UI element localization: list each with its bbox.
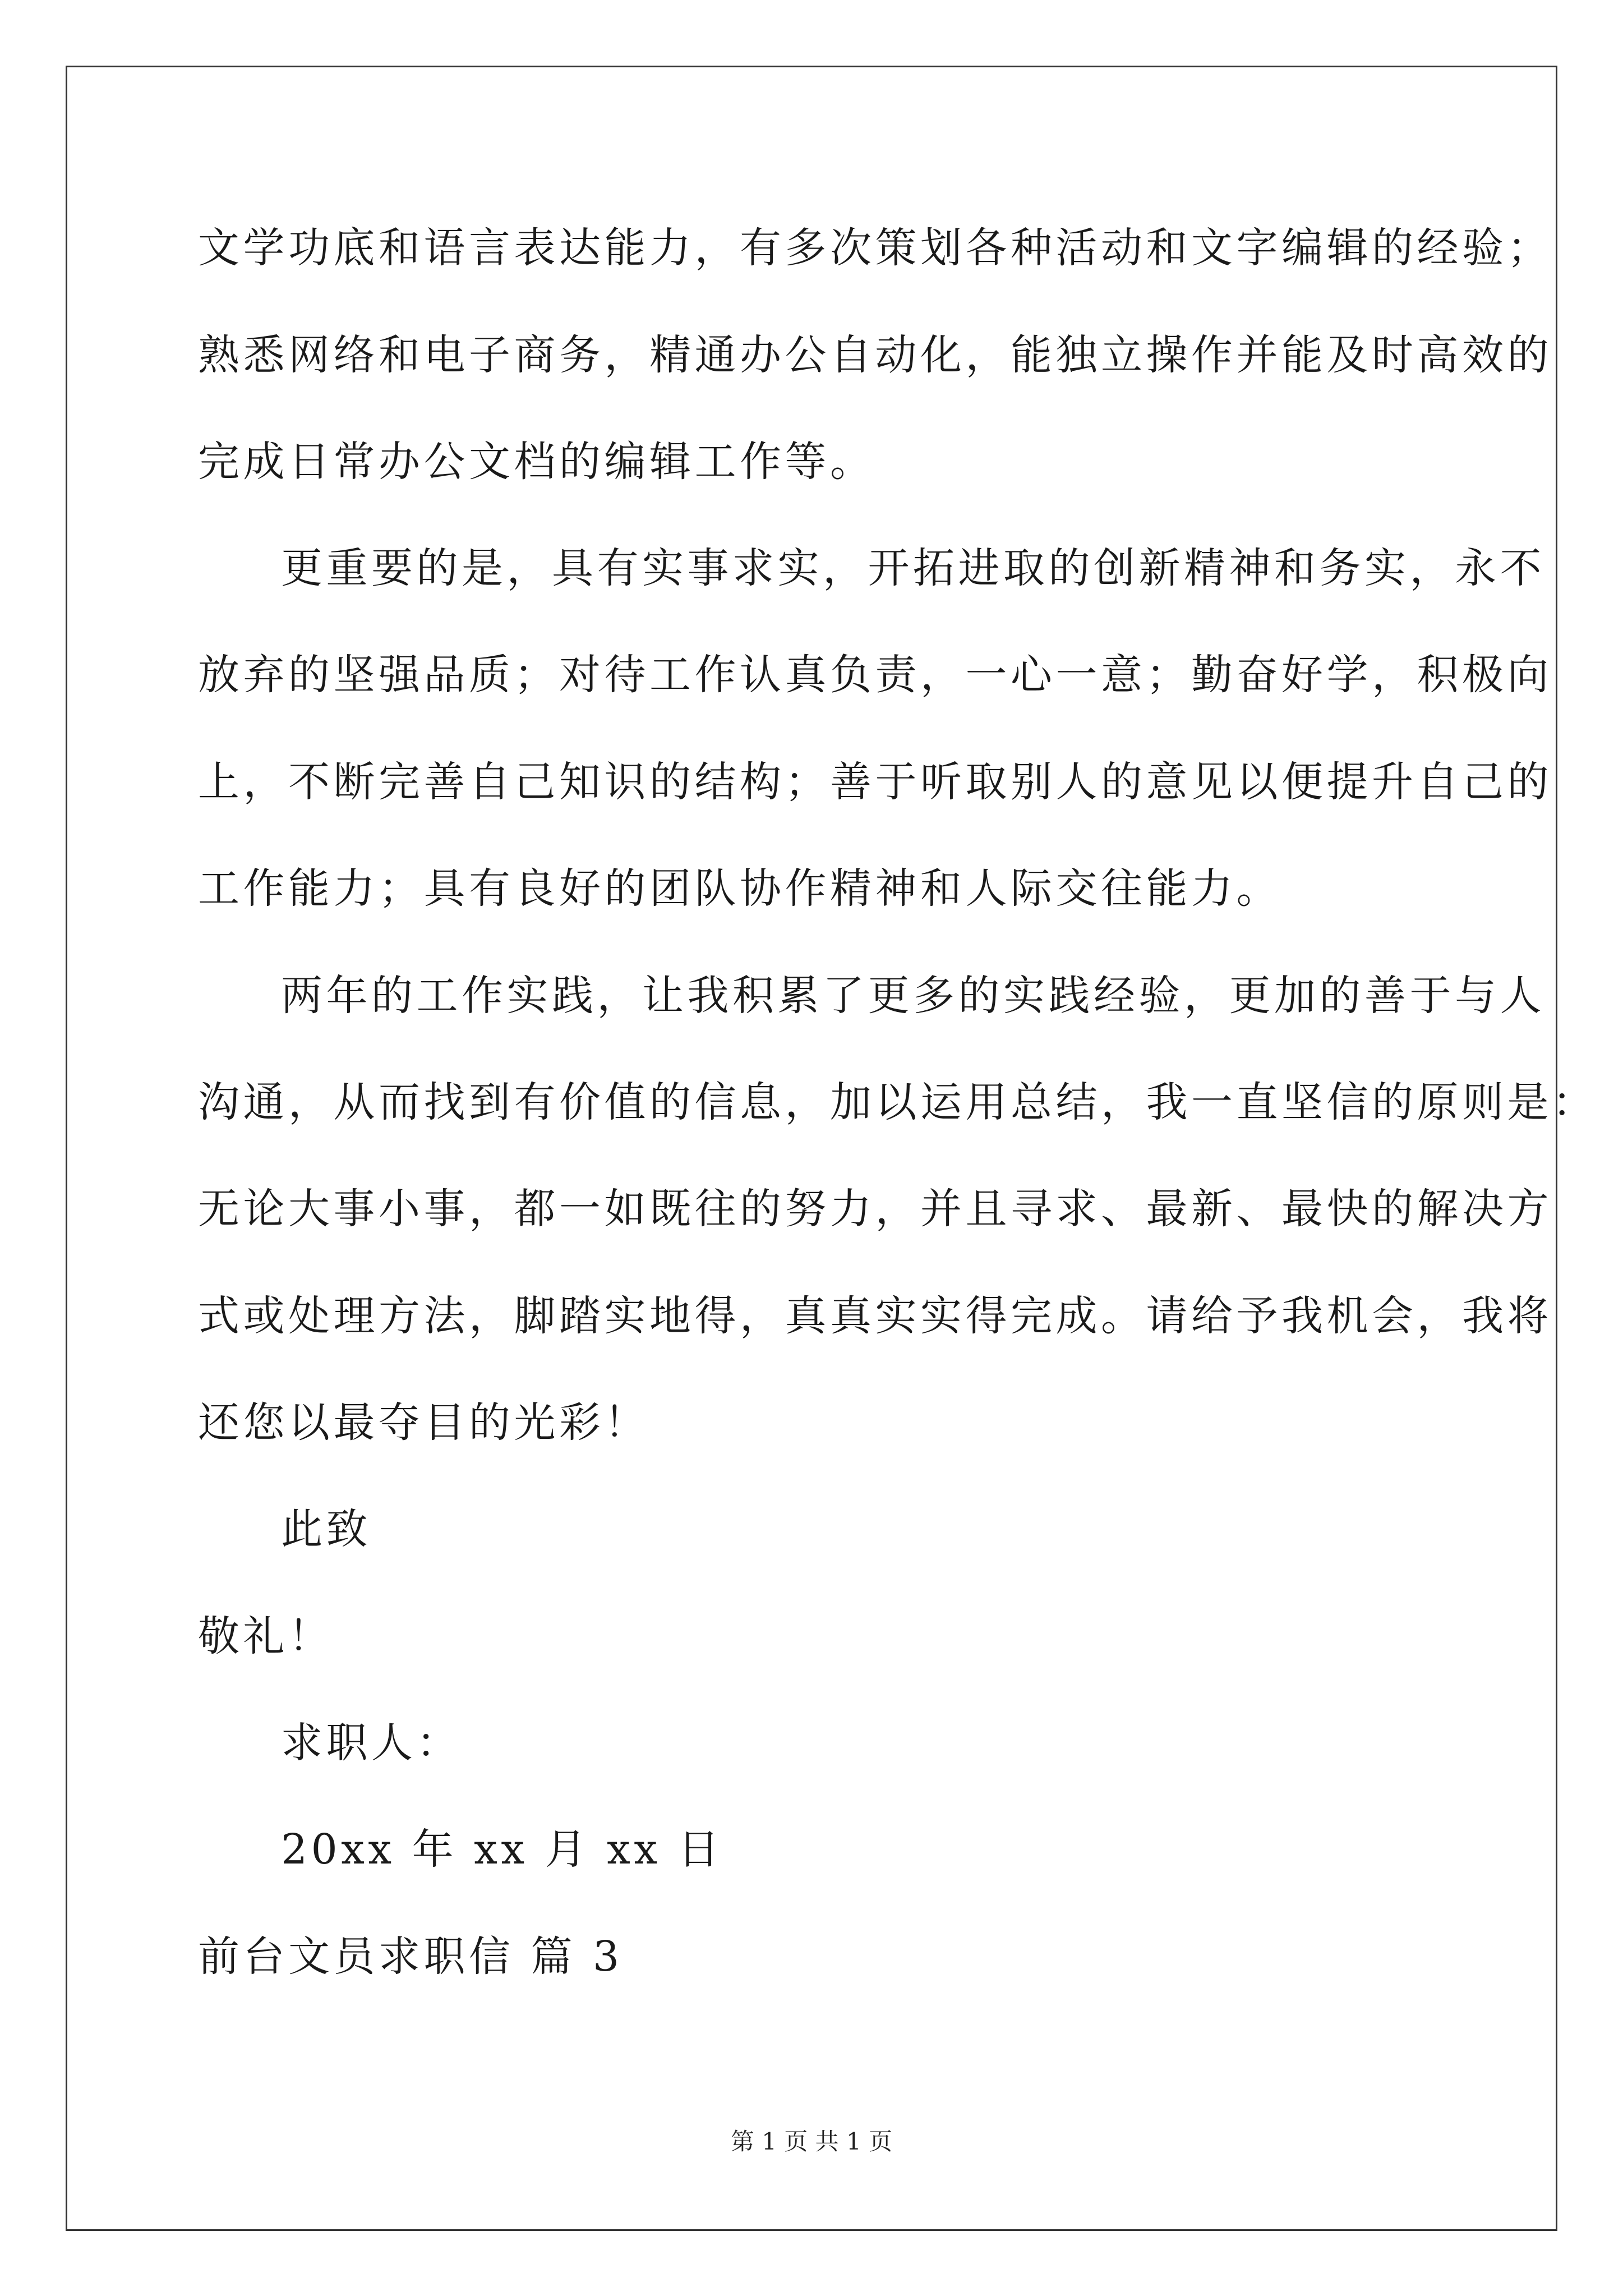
closing-salutation: 此致 (281, 1505, 371, 1553)
body-line: 式或处理方法，脚踏实地得，真真实实得完成。请给予我机会，我将 (198, 1292, 1552, 1340)
paragraph-start-line: 更重要的是，具有实事求实，开拓进取的创新精神和务实，永不 (281, 544, 1545, 592)
body-line: 无论大事小事，都一如既往的努力，并且寻求、最新、最快的解决方 (198, 1185, 1552, 1233)
body-line: 熟悉网络和电子商务，精通办公自动化，能独立操作并能及时高效的 (198, 331, 1552, 379)
body-line: 上，不断完善自己知识的结构；善于听取别人的意见以便提升自己的 (198, 758, 1552, 806)
letter-date: 20xx 年 xx 月 xx 日 (281, 1825, 723, 1874)
paragraph-start-line: 两年的工作实践，让我积累了更多的实践经验，更加的善于与人 (281, 972, 1545, 1020)
section-heading: 前台文员求职信 篇 3 (198, 1932, 623, 1981)
body-line: 沟通，从而找到有价值的信息，加以运用总结，我一直坚信的原则是： (198, 1078, 1598, 1126)
body-line: 工作能力；具有良好的团队协作精神和人际交往能力。 (198, 864, 1281, 913)
body-line: 完成日常办公文档的编辑工作等。 (198, 438, 875, 486)
page-number-footer: 第 1 页 共 1 页 (730, 2128, 893, 2155)
closing-regards: 敬礼！ (198, 1612, 334, 1660)
body-line: 放弃的坚强品质；对待工作认真负责，一心一意；勤奋好学，积极向 (198, 651, 1552, 699)
body-line: 还您以最夺目的光彩！ (198, 1398, 649, 1447)
body-line: 文学功底和语言表达能力，有多次策划各种活动和文字编辑的经验； (198, 224, 1552, 272)
applicant-signature-label: 求职人： (281, 1719, 462, 1767)
page-frame (66, 66, 1557, 2231)
